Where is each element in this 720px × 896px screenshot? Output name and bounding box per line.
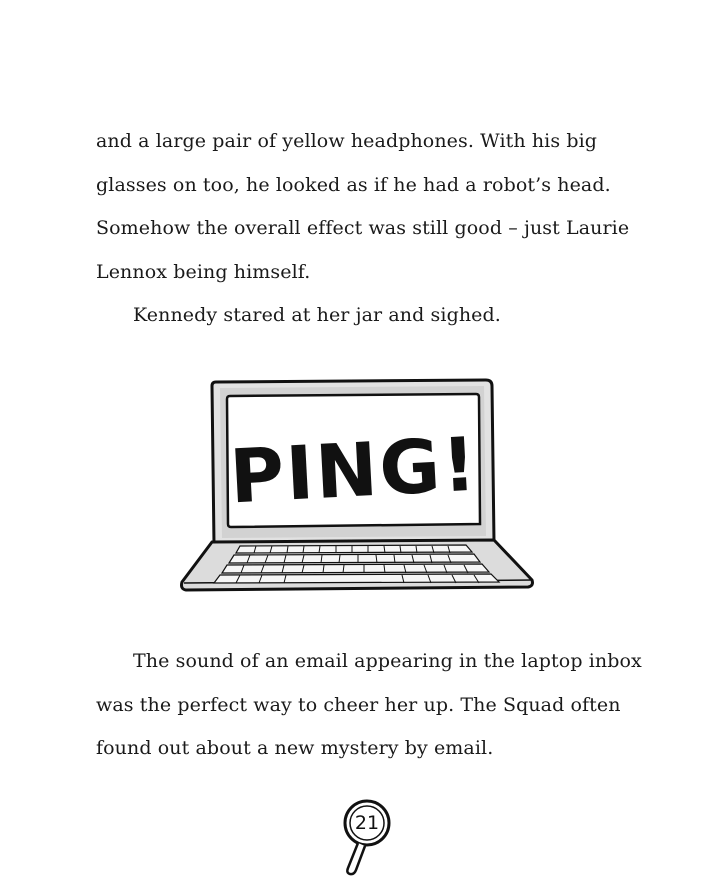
- bottom-text-block: [96, 640, 656, 771]
- text-line: Lennox being himself.: [96, 260, 311, 283]
- text-line: The sound of an email appearing in the laptop inbox: [133, 650, 642, 672]
- laptop-illustration: [176, 374, 540, 596]
- text-line: was the perfect way to cheer her up. The Squad often: [96, 693, 621, 716]
- laptop-icon: [176, 374, 540, 596]
- text-line: and a large pair of yellow headphones. With his big: [96, 130, 598, 152]
- page-number: 21: [354, 812, 380, 834]
- paragraph-kennedy: Kennedy stared at her jar and sighed.: [133, 304, 501, 326]
- text-line: found out about a new mystery by email.: [96, 737, 494, 759]
- text-line: Somehow the overall effect was still good – just Laurie: [96, 217, 630, 239]
- page-number-badge: [336, 790, 396, 880]
- text-line: glasses on too, he looked as if he had a robot’s head.: [96, 173, 611, 196]
- top-text-block: [96, 120, 656, 338]
- ping-text: PING!: [227, 421, 481, 521]
